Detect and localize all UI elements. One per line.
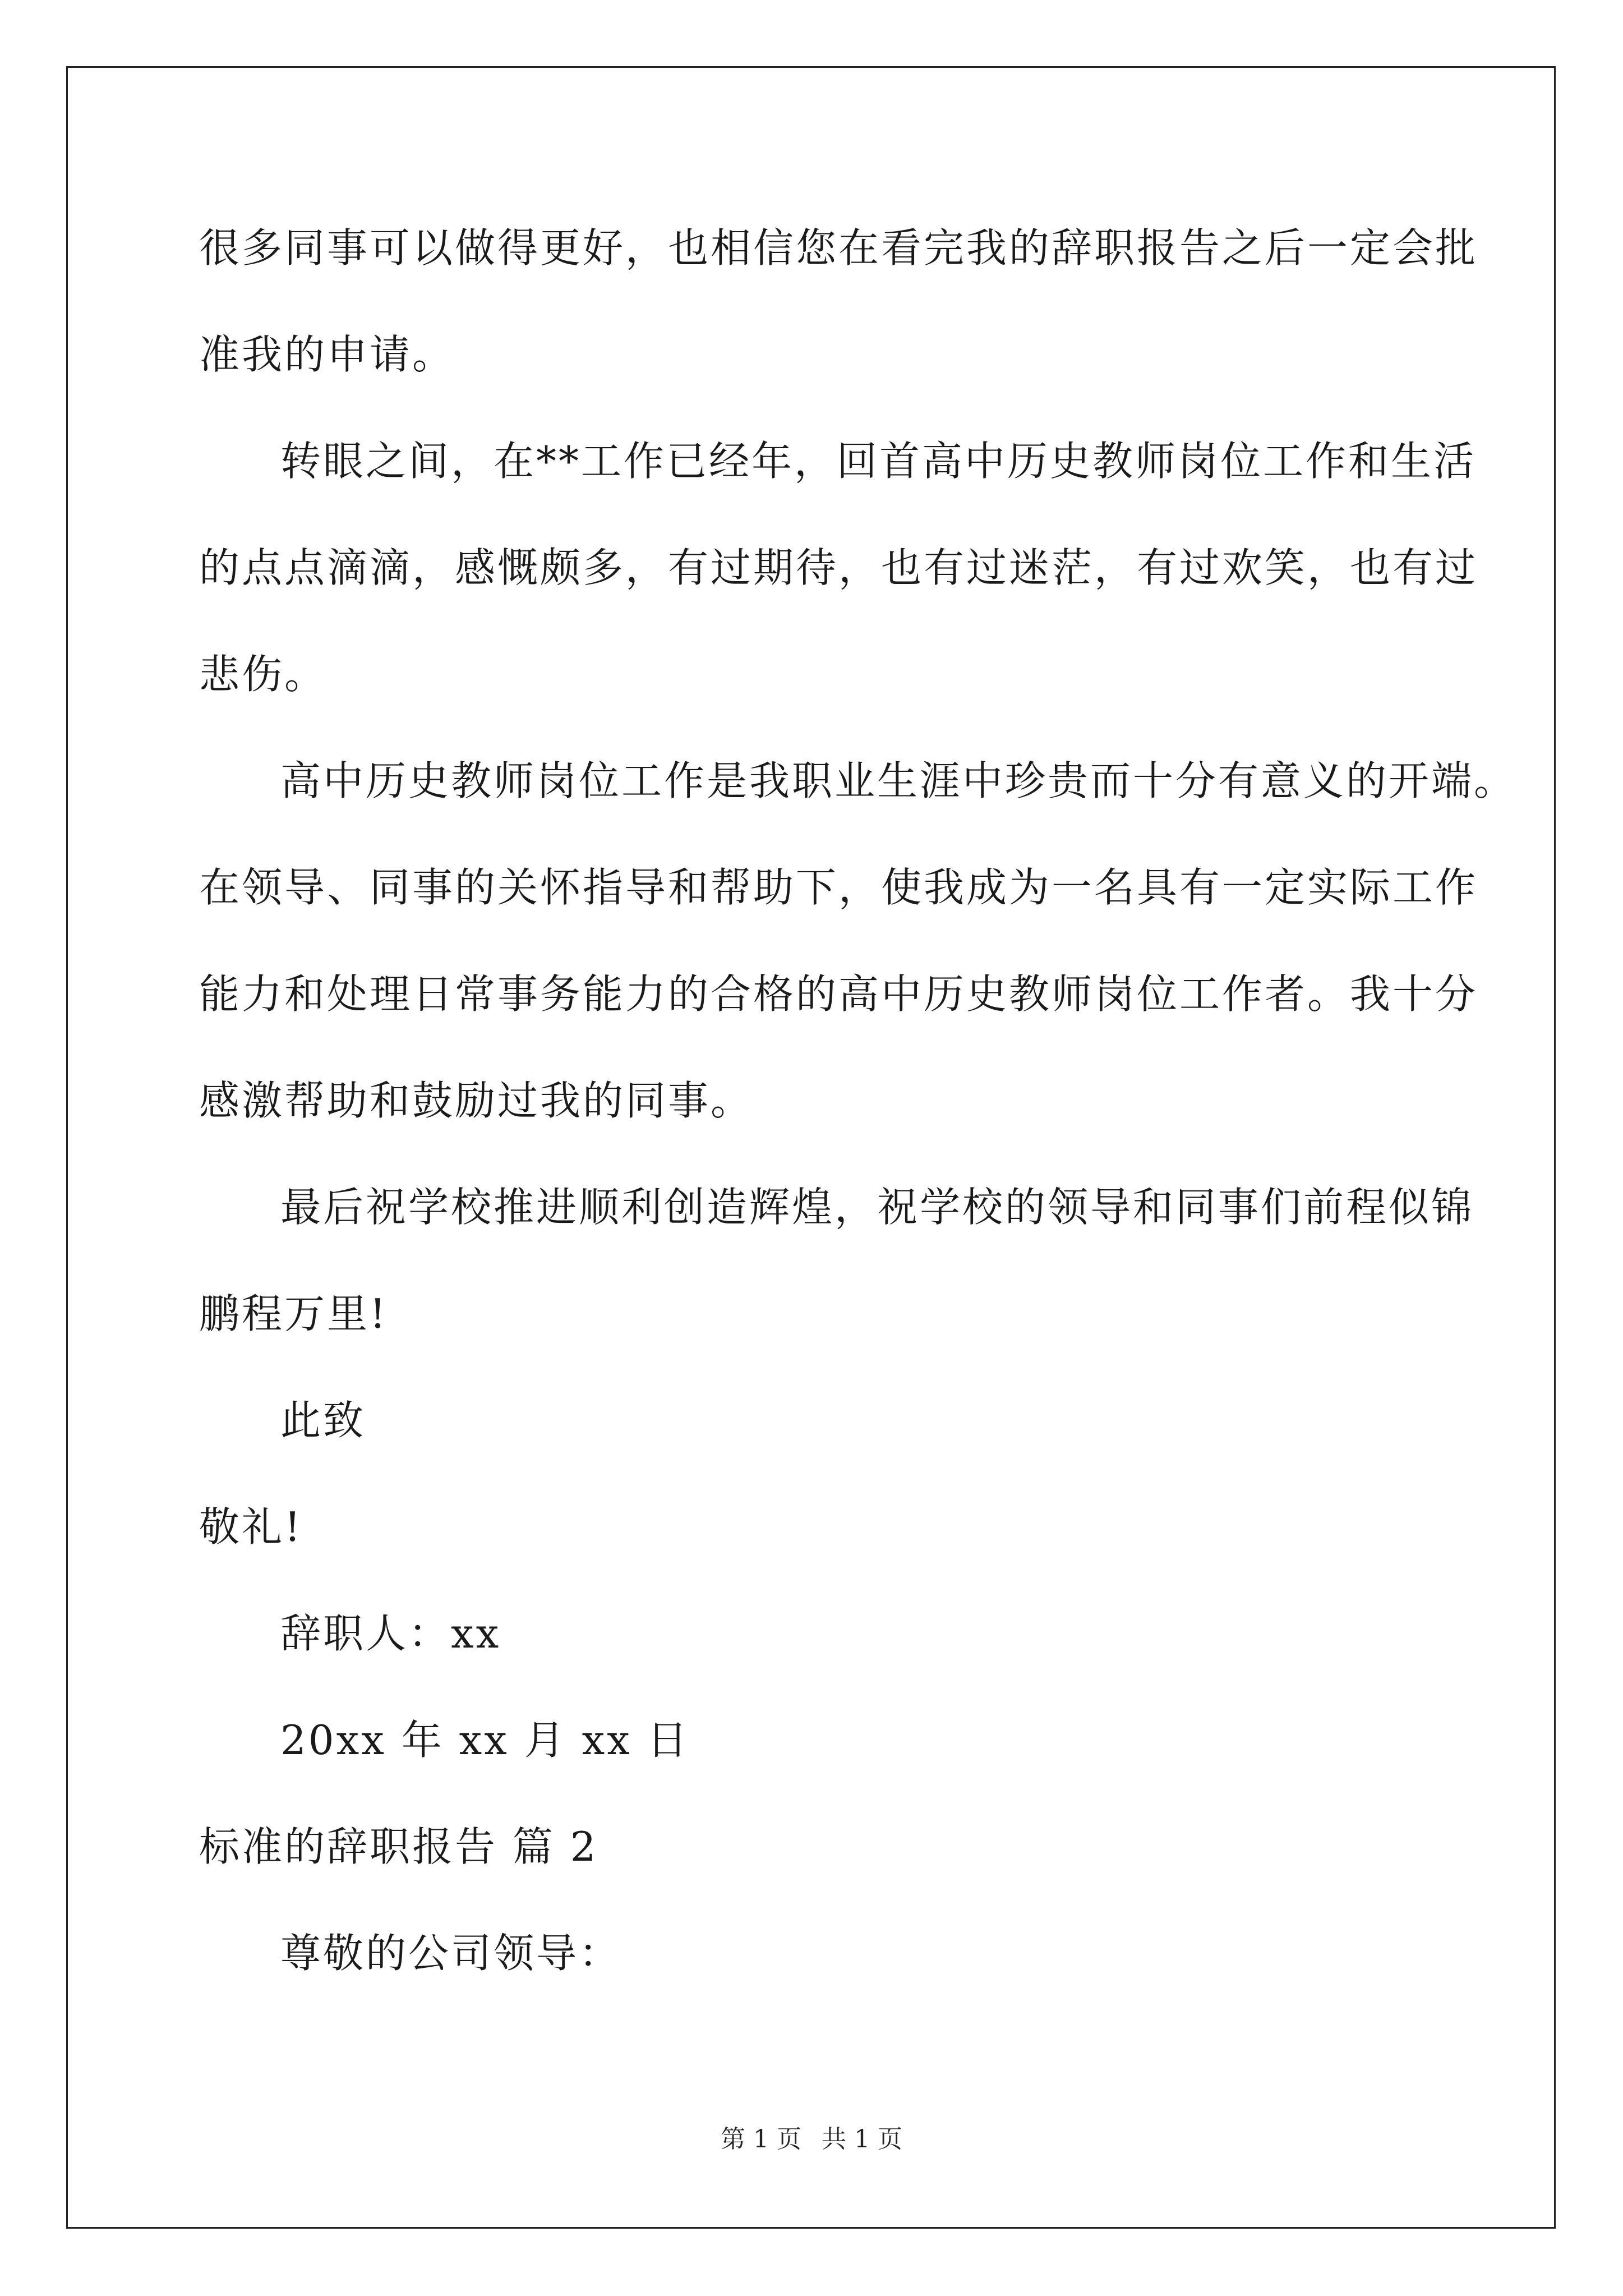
text-line: 感激帮助和鼓励过我的同事。 (199, 1077, 754, 1124)
text-line: 悲伤。 (199, 651, 328, 698)
page-border (66, 66, 1556, 2229)
text-line: 鹏程万里! (199, 1290, 388, 1337)
text-line: 很多同事可以做得更好，也相信您在看完我的辞职报告之后一定会批 (199, 224, 1478, 272)
page-number: 第 1 页 (721, 2125, 801, 2154)
text-line: 高中历史教师岗位工作是我职业生涯中珍贵而十分有意义的开端。 (280, 757, 1517, 804)
salutation-line: 此致 (280, 1397, 366, 1444)
text-line: 的点点滴滴，感慨颇多，有过期待，也有过迷茫，有过欢笑，也有过 (199, 544, 1478, 591)
section-heading: 标准的辞职报告 篇 2 (199, 1823, 598, 1870)
page-footer (0, 2123, 1623, 2156)
page-total: 共 1 页 (822, 2125, 902, 2154)
greeting-line: 尊敬的公司领导： (280, 1930, 622, 1977)
text-line: 在领导、同事的关怀指导和帮助下，使我成为一名具有一定实际工作 (199, 864, 1478, 911)
text-line: 最后祝学校推进顺利创造辉煌，祝学校的领导和同事们前程似锦 (280, 1184, 1474, 1231)
text-line: 转眼之间，在**工作已经年，回首高中历史教师岗位工作和生活 (280, 438, 1477, 485)
salutation-line: 敬礼! (199, 1503, 303, 1550)
text-line: 准我的申请。 (199, 331, 455, 378)
text-line: 能力和处理日常事务能力的合格的高中历史教师岗位工作者。我十分 (199, 970, 1478, 1018)
date-line: 20xx 年 xx 月 xx 日 (280, 1717, 690, 1764)
signature-line: 辞职人：xx (280, 1610, 501, 1657)
